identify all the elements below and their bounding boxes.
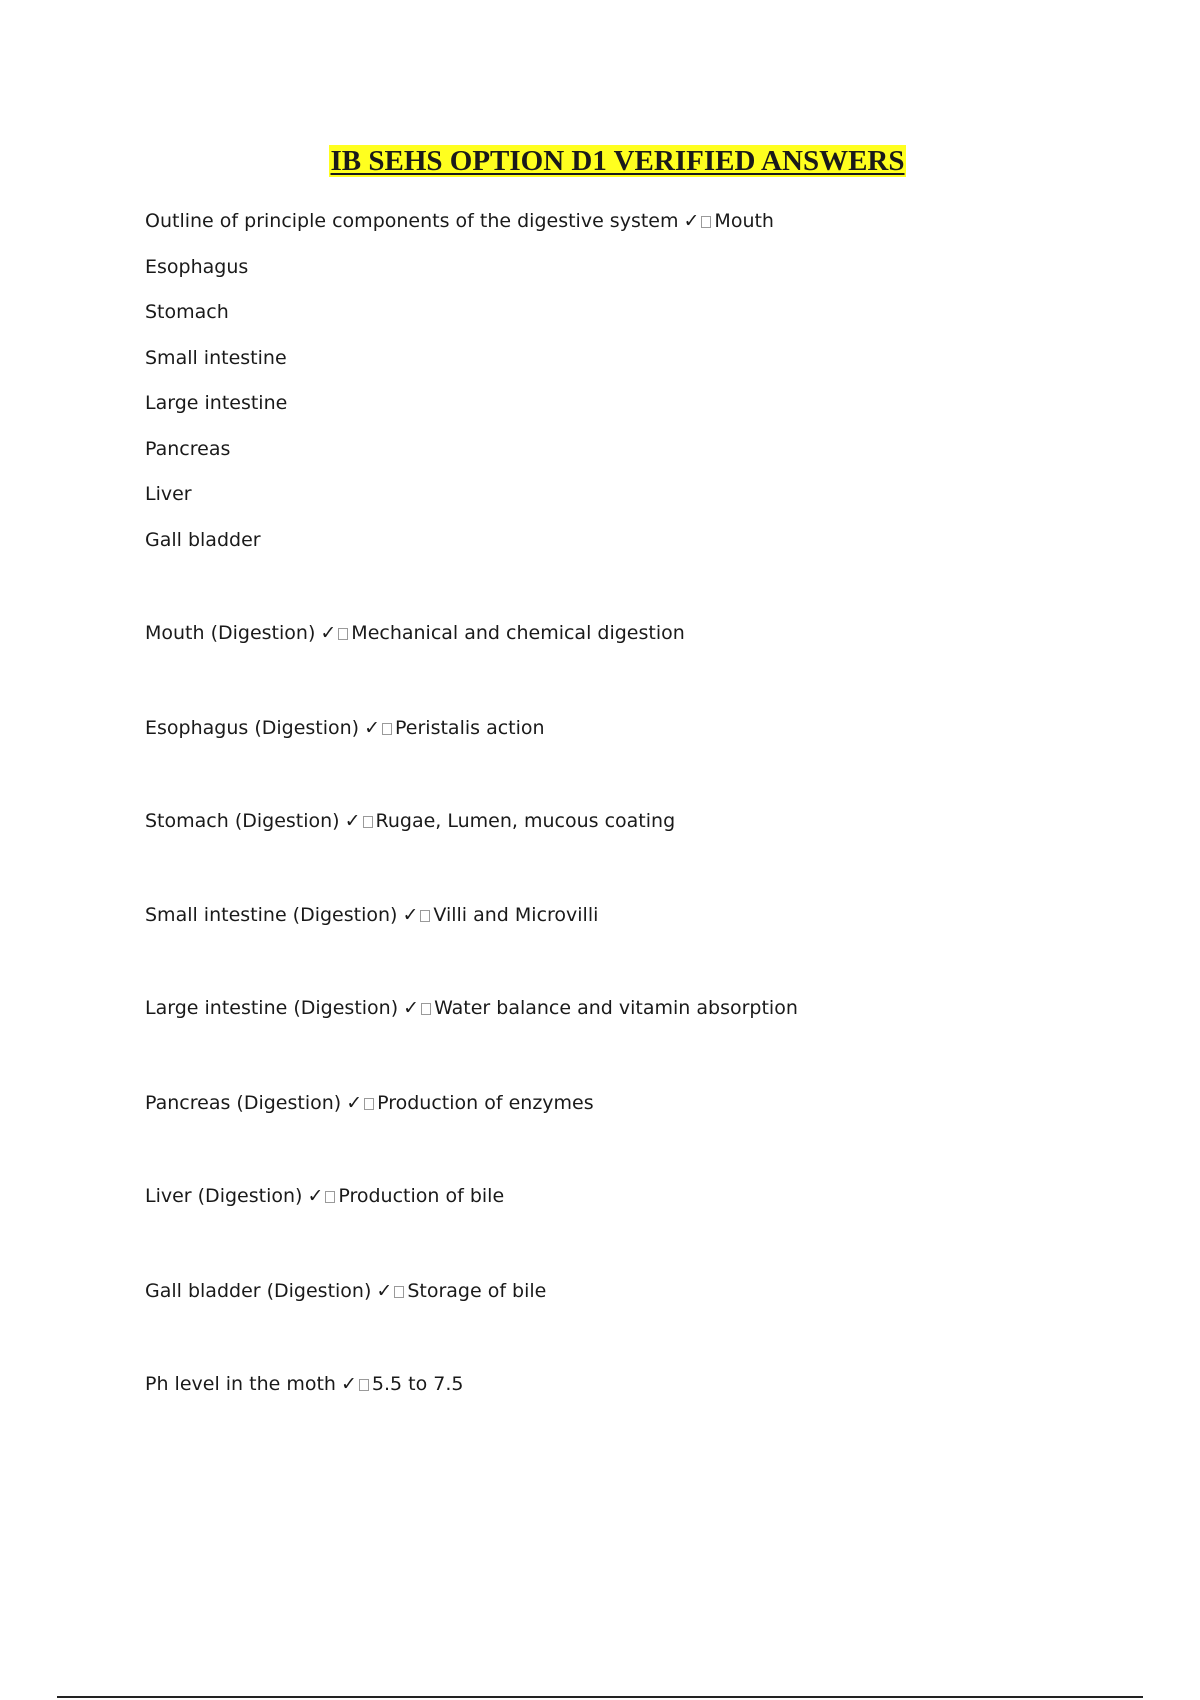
document-title: IB SEHS OPTION D1 VERIFIED ANSWERS: [330, 145, 905, 177]
entry-pancreas: [145, 1091, 594, 1115]
question-text: Large intestine (Digestion): [145, 997, 399, 1019]
question-text: Gall bladder (Digestion): [145, 1280, 372, 1302]
answer-text: Production of enzymes: [377, 1092, 594, 1114]
check-icon: ✓: [364, 717, 381, 739]
box-icon: [382, 723, 392, 735]
box-icon: [364, 1098, 374, 1110]
list-item: [145, 528, 261, 552]
list-item-text: Gall bladder: [145, 529, 261, 551]
check-icon: ✓: [403, 997, 420, 1019]
entry-components-question: [145, 209, 774, 233]
entry-liver: [145, 1184, 504, 1208]
list-item: [145, 255, 248, 279]
question-text: Pancreas (Digestion): [145, 1092, 342, 1114]
title-container: [0, 145, 1200, 177]
list-item-text: Esophagus: [145, 256, 249, 278]
check-icon: ✓: [307, 1185, 324, 1207]
list-item-text: Pancreas: [145, 438, 231, 460]
list-item-text: Large intestine: [145, 392, 288, 414]
check-icon: ✓: [320, 622, 337, 644]
entry-small-intestine: [145, 903, 598, 927]
list-item: [145, 300, 229, 324]
answer-text: 5.5 to 7.5: [371, 1373, 464, 1395]
entry-esophagus: [145, 716, 545, 740]
answer-text: Storage of bile: [407, 1280, 547, 1302]
box-icon: [359, 1379, 369, 1391]
answer-text: Mouth: [714, 210, 774, 232]
entry-ph-level: [145, 1372, 463, 1396]
check-icon: ✓: [340, 1373, 357, 1395]
list-item-text: Small intestine: [145, 347, 287, 369]
check-icon: ✓: [402, 904, 419, 926]
answer-text: Peristalis action: [395, 717, 545, 739]
entry-mouth: [145, 621, 685, 645]
box-icon: [363, 816, 373, 828]
box-icon: [394, 1286, 404, 1298]
list-item: [145, 482, 192, 506]
check-icon: ✓: [346, 1092, 363, 1114]
question-text: Outline of principle components of the digestive system: [145, 210, 679, 232]
list-item-text: Stomach: [145, 301, 229, 323]
check-icon: ✓: [683, 210, 700, 232]
footer-divider: [57, 1696, 1143, 1698]
answer-text: Production of bile: [338, 1185, 505, 1207]
box-icon: [325, 1191, 335, 1203]
question-text: Liver (Digestion): [145, 1185, 303, 1207]
check-icon: ✓: [344, 810, 361, 832]
box-icon: [421, 1003, 431, 1015]
answer-text: Mechanical and chemical digestion: [351, 622, 685, 644]
question-text: Small intestine (Digestion): [145, 904, 398, 926]
question-text: Mouth (Digestion): [145, 622, 316, 644]
answer-text: Rugae, Lumen, mucous coating: [375, 810, 676, 832]
entry-gall-bladder: [145, 1279, 546, 1303]
entry-stomach: [145, 809, 675, 833]
check-icon: ✓: [376, 1280, 393, 1302]
box-icon: [338, 628, 348, 640]
box-icon: [420, 910, 430, 922]
list-item-text: Liver: [145, 483, 192, 505]
answer-text: Water balance and vitamin absorption: [434, 997, 798, 1019]
entry-large-intestine: [145, 996, 798, 1020]
box-icon: [701, 216, 711, 228]
question-text: Stomach (Digestion): [145, 810, 340, 832]
list-item: [145, 437, 230, 461]
list-item: [145, 346, 287, 370]
question-text: Ph level in the moth: [145, 1373, 336, 1395]
answer-text: Villi and Microvilli: [433, 904, 599, 926]
list-item: [145, 391, 287, 415]
question-text: Esophagus (Digestion): [145, 717, 360, 739]
